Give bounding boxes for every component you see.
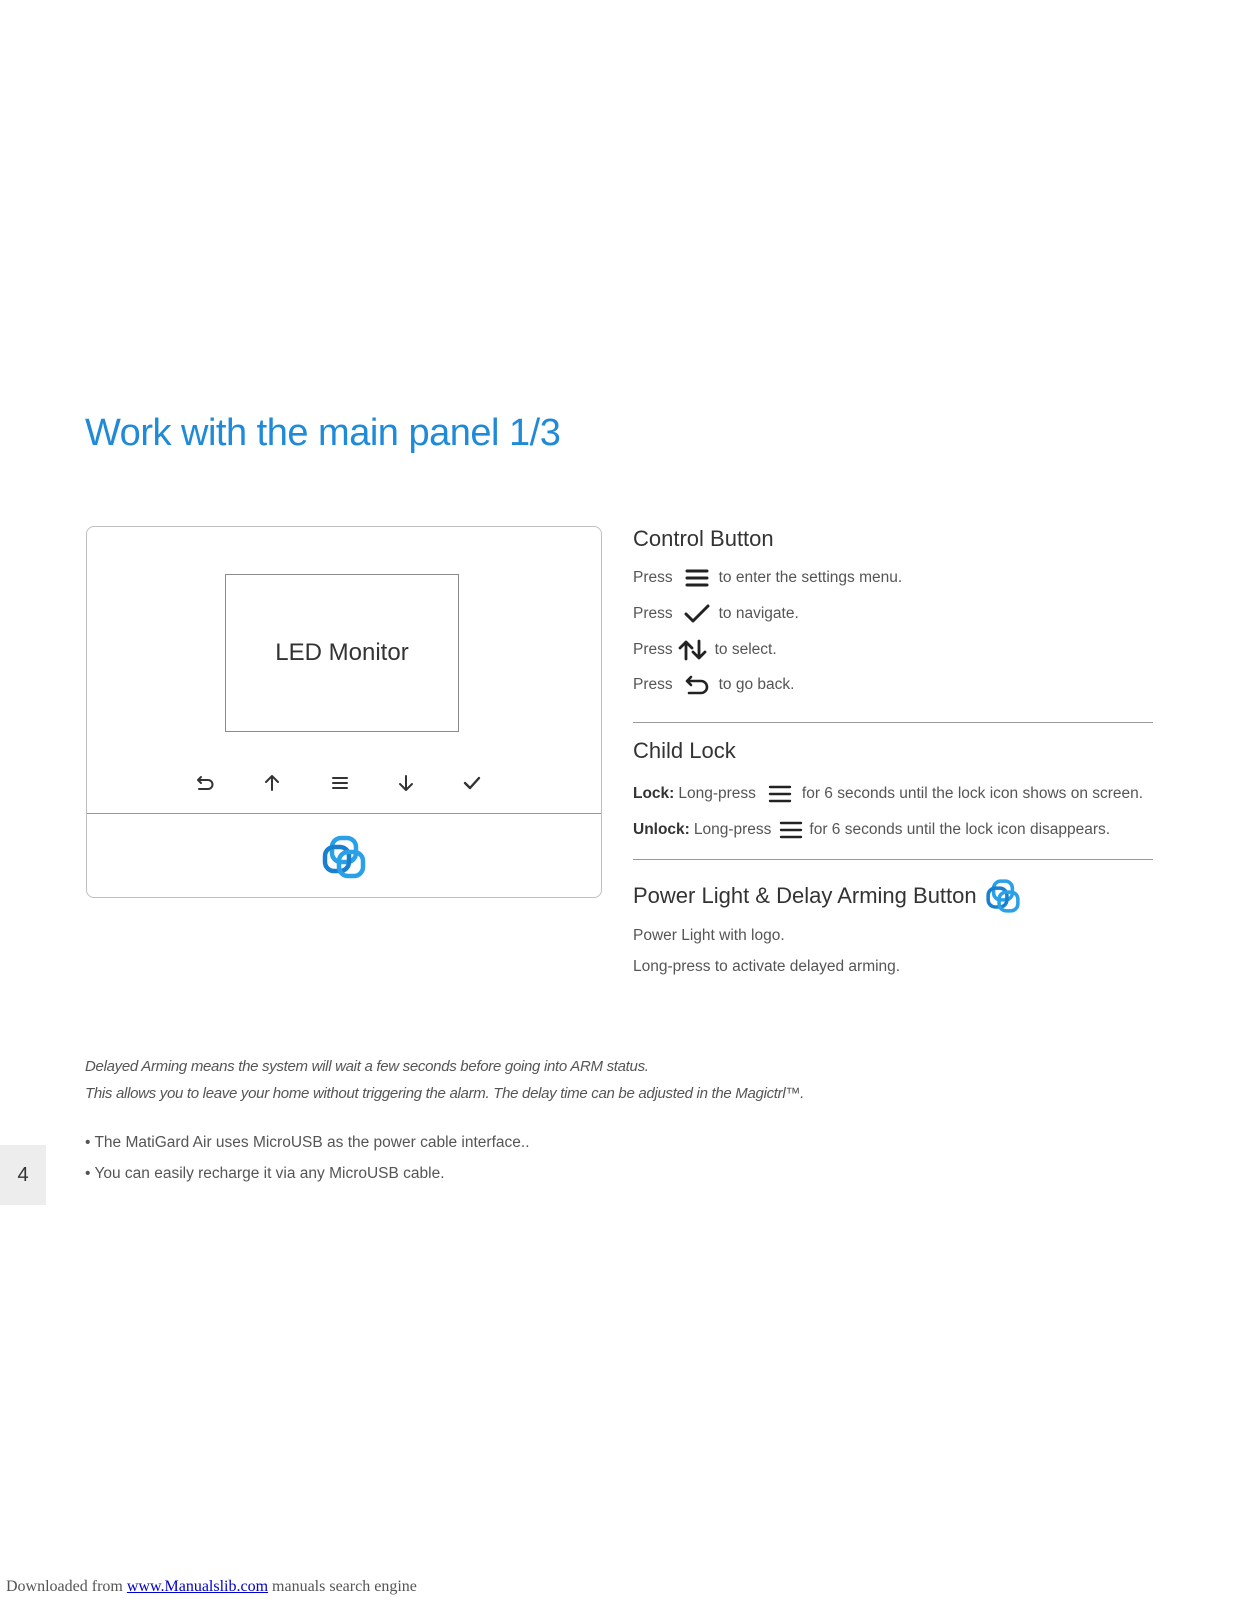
menu-icon — [775, 817, 807, 843]
control-line-menu — [633, 565, 902, 591]
menu-icon — [327, 770, 353, 796]
press-label: Press — [633, 676, 673, 693]
arrow-down-icon — [393, 770, 419, 796]
footer — [6, 1578, 417, 1596]
section-divider — [633, 722, 1153, 723]
control-line-text: to select. — [714, 641, 777, 658]
logo-icon — [321, 834, 367, 880]
press-label: Press — [633, 641, 673, 658]
up-down-arrows-icon — [677, 637, 709, 663]
back-icon — [193, 770, 219, 796]
delayed-arming-note-2: This allows you to leave your home without triggering the alarm. The delay time can be adjusted in the Magictrl™. — [85, 1085, 804, 1102]
unlock-post: for 6 seconds until the lock icon disappears. — [809, 821, 1111, 838]
child-lock-heading: Child Lock — [633, 738, 736, 763]
led-monitor: LED Monitor — [225, 574, 459, 732]
footer-pre: Downloaded from — [6, 1578, 127, 1595]
control-line-back — [633, 672, 794, 698]
unlock-line — [633, 817, 1110, 843]
manualslib-link[interactable]: www.Manualslib.com — [126, 1578, 269, 1595]
control-line-text: to navigate. — [718, 605, 799, 622]
power-line-1: Power Light with logo. — [633, 927, 785, 944]
check-icon — [681, 601, 713, 627]
bullet-item: • The MatiGard Air uses MicroUSB as the power cable interface.. — [85, 1134, 530, 1151]
control-line-text: to enter the settings menu. — [718, 569, 903, 586]
power-line-2: Long-press to activate delayed arming. — [633, 958, 901, 975]
unlock-label: Unlock: — [633, 821, 690, 838]
press-label: Press — [633, 569, 673, 586]
section-divider — [633, 859, 1153, 860]
control-line-text: to go back. — [718, 676, 795, 693]
control-line-arrows — [633, 637, 777, 663]
delayed-arming-note-1: Delayed Arming means the system will wait a few seconds before going into ARM status. — [85, 1058, 649, 1075]
page-number: 4 — [0, 1145, 46, 1205]
press-label: Press — [633, 605, 673, 622]
unlock-pre: Long-press — [693, 821, 772, 838]
menu-icon — [681, 565, 713, 591]
page-title: Work with the main panel 1/3 — [85, 412, 561, 454]
logo-icon — [985, 878, 1021, 914]
power-light-heading-row — [633, 878, 1021, 914]
menu-icon — [764, 781, 796, 807]
arrow-up-icon — [259, 770, 285, 796]
panel-divider — [87, 813, 601, 814]
lock-line — [633, 781, 1143, 807]
power-light-heading: Power Light & Delay Arming Button — [633, 883, 977, 908]
control-line-check — [633, 601, 799, 627]
lock-label: Lock: — [633, 785, 675, 802]
control-button-heading: Control Button — [633, 526, 774, 551]
footer-post: manuals search engine — [268, 1578, 417, 1595]
lock-post: for 6 seconds until the lock icon shows on screen. — [801, 785, 1144, 802]
check-icon — [459, 770, 485, 796]
main-panel-illustration — [86, 526, 602, 898]
bullet-item: • You can easily recharge it via any MicroUSB cable. — [85, 1165, 445, 1182]
lock-pre: Long-press — [678, 785, 756, 802]
back-icon — [681, 672, 713, 698]
